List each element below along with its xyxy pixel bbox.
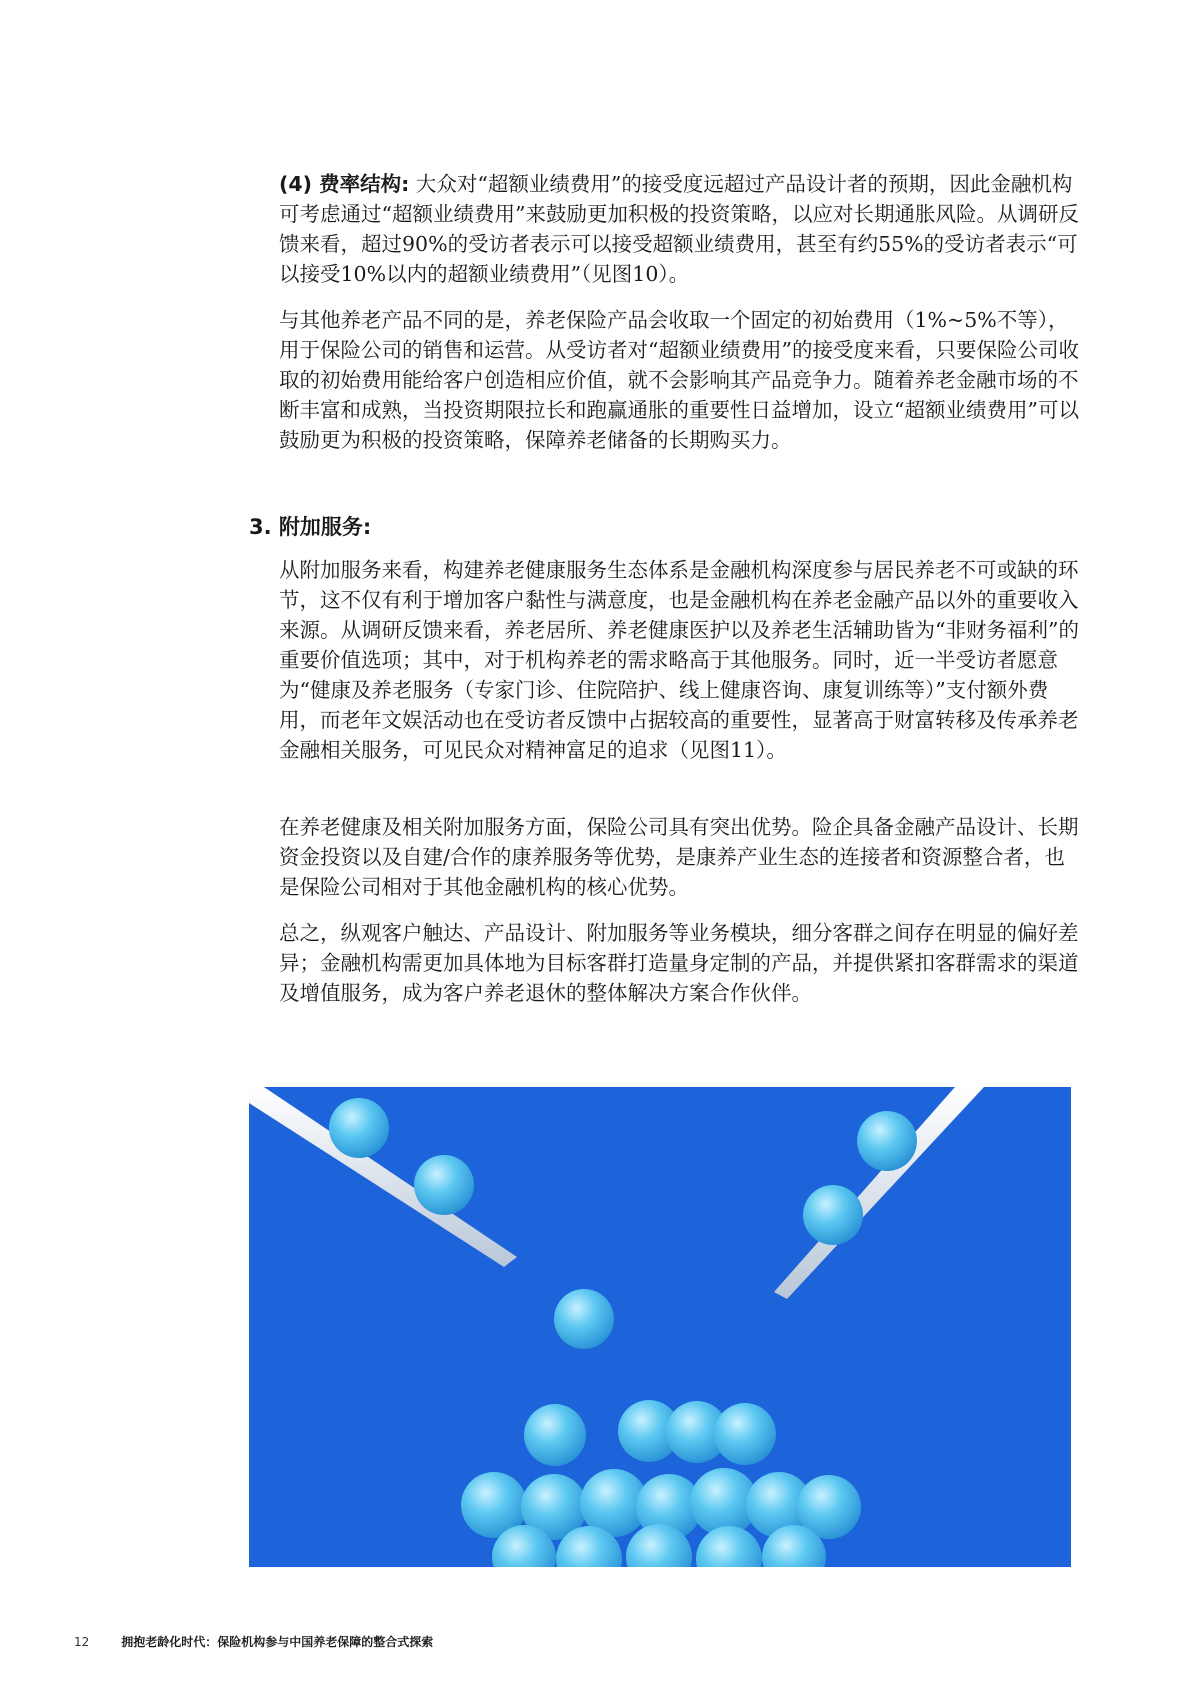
page-footer xyxy=(74,1633,433,1650)
balls-on-ramps-illustration xyxy=(249,1087,1071,1567)
section-heading-additional-services: 3. 附加服务: xyxy=(249,515,372,539)
insurer-advantage-paragraph: 在养老健康及相关附加服务方面，保险公司具有突出优势。险企具备金融产品设计、长期资金投资以及自建/合作的康养服务等优势，是康养产业生态的连接者和资源整合者，也是保险公司相对于其他金融机构的核心优势。 xyxy=(279,815,1079,899)
conclusion-paragraph: 总之，纵观客户触达、产品设计、附加服务等业务模块，细分客群之间存在明显的偏好差异；金融机构需更加具体地为目标客群打造量身定制的产品，并提供紧扣客群需求的渠道及增值服务，成为客户养老退休的整体解决方案合作伙伴。 xyxy=(279,921,1079,1005)
page-number: 12 xyxy=(74,1635,90,1649)
fee-structure-text: 大众对“超额业绩费用”的接受度远超过产品设计者的预期，因此金融机构可考虑通过“超额业绩费用”来鼓励更加积极的投资策略，以应对长期通胀风险。从调研反馈来看，超过90%的受访者表示可以接受超额业绩费用，甚至有约55%的受访者表示“可以接受10%以内的超额业绩费用”（见图10）。 xyxy=(279,172,1079,286)
fee-structure-paragraph xyxy=(279,169,1079,289)
initial-fee-paragraph: 与其他养老产品不同的是，养老保险产品会收取一个固定的初始费用（1%~5%不等），用于保险公司的销售和运营。从受访者对“超额业绩费用”的接受度来看，只要保险公司收取的初始费用能给客户创造相应价值，就不会影响其产品竞争力。随着养老金融市场的不断丰富和成熟，当投资期限拉长和跑赢通胀的重要性日益增加，设立“超额业绩费用”可以鼓励更为积极的投资策略，保障养老储备的长期购买力。 xyxy=(279,308,1079,452)
report-title: 拥抱老龄化时代：保险机构参与中国养老保障的整合式探索 xyxy=(121,1635,434,1649)
item-number: (4) xyxy=(279,172,320,196)
additional-services-paragraph: 从附加服务来看，构建养老健康服务生态体系是金融机构深度参与居民养老不可或缺的环节，这不仅有利于增加客户黏性与满意度，也是金融机构在养老金融产品以外的重要收入来源。从调研反馈来看，养老居所、养老健康医护以及养老生活辅助皆为“非财务福利”的重要价值选项；其中，对于机构养老的需求略高于其他服务。同时，近一半受访者愿意为“健康及养老服务（专家门诊、住院陪护、线上健康咨询、康复训练等）”支付额外费用，而老年文娱活动也在受访者反馈中占据较高的重要性，显著高于财富转移及传承养老金融相关服务，可见民众对精神富足的追求（见图11）。 xyxy=(279,558,1079,762)
fee-structure-label: 费率结构: xyxy=(319,172,410,196)
illustration-svg xyxy=(249,1087,1071,1567)
